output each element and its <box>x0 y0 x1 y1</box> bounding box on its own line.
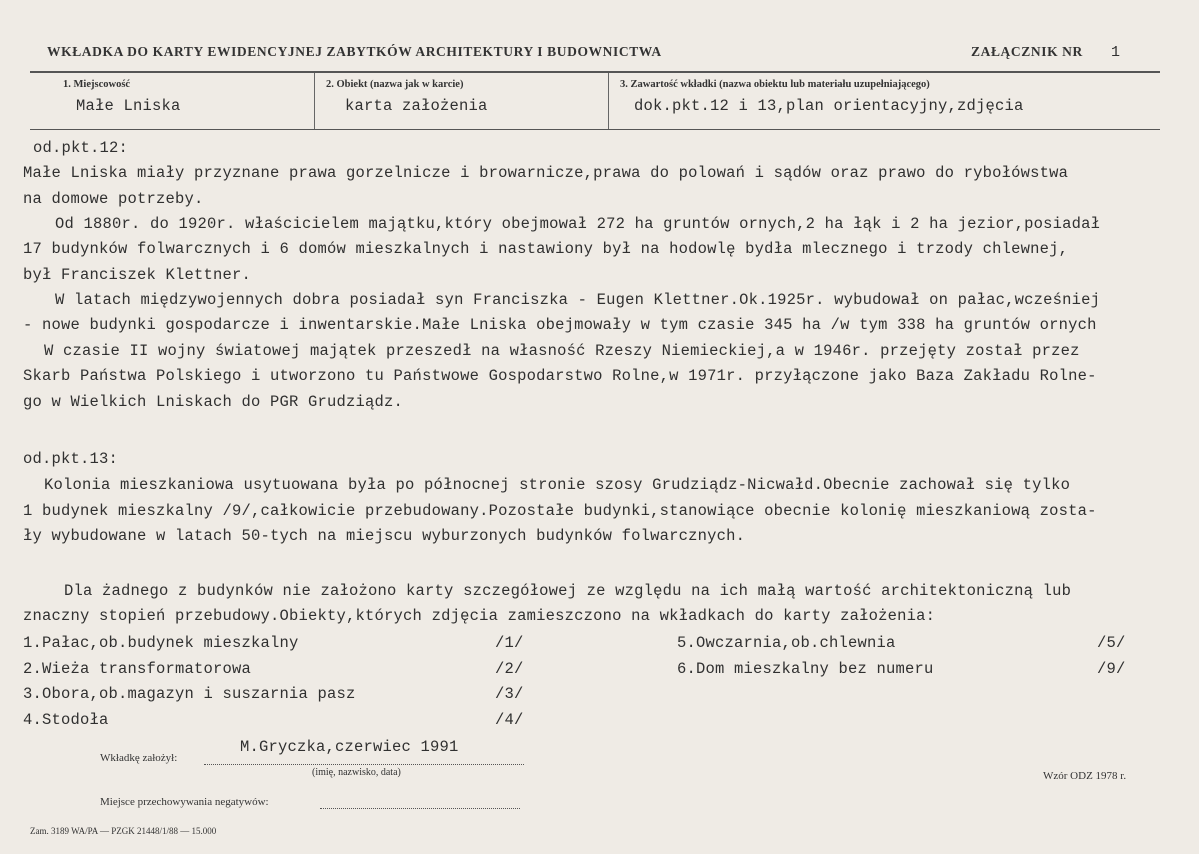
object-list-ref: /9/ <box>1097 660 1126 678</box>
text-line: W czasie II wojny światowej majątek przeszedł na własność Rzeszy Niemieckiej,a w 1946r. przejęty został przez <box>44 342 1080 360</box>
section-13-heading: od.pkt.13: <box>23 450 119 468</box>
text-line: Od 1880r. do 1920r. właścicielem majątku,który obejmował 272 ha gruntów ornych,2 ha łąk i 2 ha jezior,posiadał <box>55 215 1101 233</box>
object-list-item: 1.Pałac,ob.budynek mieszkalny <box>23 634 299 652</box>
object-list-item: 6.Dom mieszkalny bez numeru <box>677 660 934 678</box>
object-list-item: 4.Stodoła <box>23 711 109 729</box>
form-model: Wzór ODZ 1978 r. <box>1043 770 1127 782</box>
text-line: 17 budynków folwarcznych i 6 domów mieszkalnych i nastawiony był na hodowlę bydła mlecznego i trzody chlewnej, <box>23 240 1069 258</box>
object-list-item: 2.Wieża transformatorowa <box>23 660 252 678</box>
object-list-item: 5.Owczarnia,ob.chlewnia <box>677 634 896 652</box>
author-caption: (imię, nazwisko, data) <box>312 767 401 778</box>
content-label: 3. Zawartość wkładki (nazwa obiektu lub materiału uzupełniającego) <box>620 79 930 90</box>
text-line: Skarb Państwa Polskiego i utworzono tu Państwowe Gospodarstwo Rolne,w 1971r. przyłączone jako Baza Zakładu Rolne- <box>23 367 1097 385</box>
locality-label: 1. Miejscowość <box>63 79 131 90</box>
object-list-ref: /2/ <box>495 660 524 678</box>
section-12-heading: od.pkt.12: <box>33 139 129 157</box>
text-line: - nowe budynki gospodarcze i inwentarskie.Małe Lniska obejmowały w tym czasie 345 ha /w tym 338 ha gruntów ornych <box>23 316 1097 334</box>
object-list-ref: /3/ <box>495 685 524 703</box>
text-line: znaczny stopień przebudowy.Obiekty,których zdjęcia zamieszczono na wkładkach do karty założenia: <box>23 607 936 625</box>
text-line: na domowe potrzeby. <box>23 190 204 208</box>
box-bottom-rule <box>30 129 1160 130</box>
object-list-item: 3.Obora,ob.magazyn i suszarnia pasz <box>23 685 356 703</box>
attachment-number: 1 <box>1111 44 1121 61</box>
text-line: go w Wielkich Lniskach do PGR Grudziądz. <box>23 393 404 411</box>
object-list-ref: /5/ <box>1097 634 1126 652</box>
author-dotted-line <box>204 764 524 765</box>
box-top-rule <box>30 71 1160 73</box>
text-line: 1 budynek mieszkalny /9/,całkowicie przebudowany.Pozostałe budynki,stanowiące obecnie kolonię mieszkaniową zosta- <box>23 502 1097 520</box>
text-line: Kolonia mieszkaniowa usytuowana była po północnej stronie szosy Grudziądz-Nicwałd.Obecnie zachował się tylko <box>44 476 1071 494</box>
object-value: karta założenia <box>345 97 488 115</box>
form-title: WKŁADKA DO KARTY EWIDENCYJNEJ ZABYTKÓW ARCHITEKTURY I BUDOWNICTWA <box>47 44 662 59</box>
box-divider-1 <box>314 73 315 129</box>
text-line: Małe Lniska miały przyznane prawa gorzelnicze i browarnicze,prawa do polowań i sądów oraz prawo do rybołówstwa <box>23 164 1069 182</box>
box-divider-2 <box>608 73 609 129</box>
attachment-label: ZAŁĄCZNIK NR <box>971 44 1083 59</box>
print-info: Zam. 3189 WA/PA — PZGK 21448/1/88 — 15.000 <box>30 826 217 836</box>
author-label: Wkładkę założył: <box>100 752 178 764</box>
locality-value: Małe Lniska <box>76 97 181 115</box>
negatives-dotted-line <box>320 808 520 809</box>
text-line: był Franciszek Klettner. <box>23 266 252 284</box>
text-line: W latach międzywojennych dobra posiadał syn Franciszka - Eugen Klettner.Ok.1925r. wybudował on pałac,wcześniej <box>55 291 1101 309</box>
text-line: Dla żadnego z budynków nie założono karty szczegółowej ze względu na ich małą wartość architektoniczną lub <box>64 582 1072 600</box>
content-value: dok.pkt.12 i 13,plan orientacyjny,zdjęcia <box>634 97 1024 115</box>
object-list-ref: /1/ <box>495 634 524 652</box>
text-line: ły wybudowane w latach 50-tych na miejscu wyburzonych budynków folwarcznych. <box>23 527 746 545</box>
negatives-label: Miejsce przechowywania negatywów: <box>100 796 269 808</box>
object-label: 2. Obiekt (nazwa jak w karcie) <box>326 79 464 90</box>
author-value: M.Gryczka,czerwiec 1991 <box>240 738 459 756</box>
object-list-ref: /4/ <box>495 711 524 729</box>
